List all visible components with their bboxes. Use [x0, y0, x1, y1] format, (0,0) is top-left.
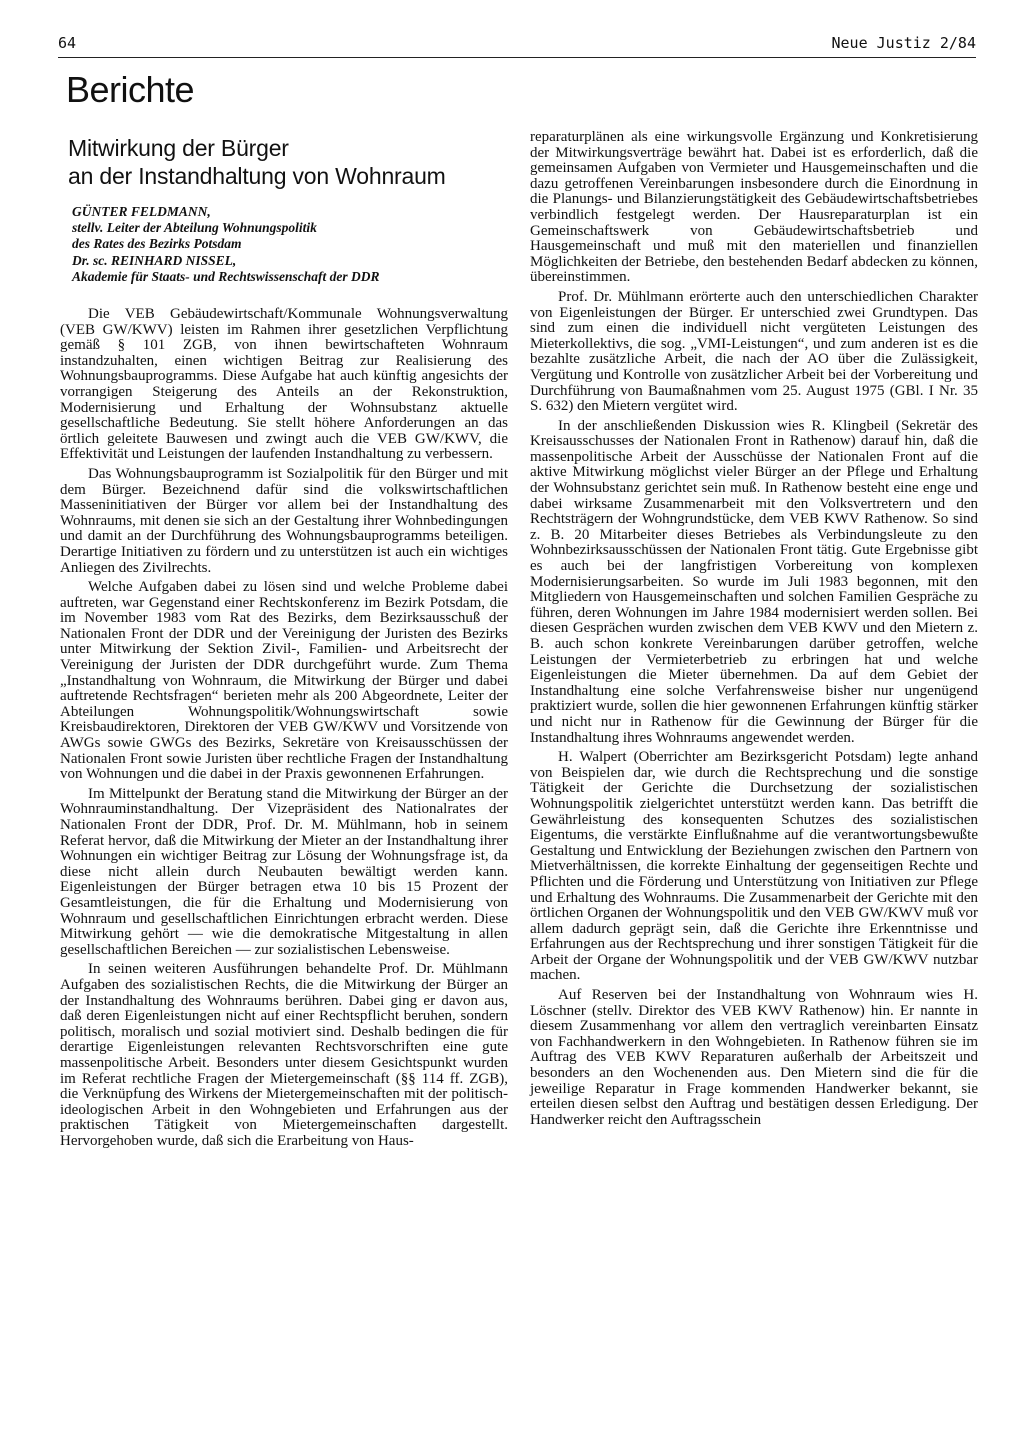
article-title-line: Mitwirkung der Bürger [68, 135, 289, 161]
author-line: Akademie für Staats- und Rechtswissenschaft der DDR [72, 268, 380, 284]
paragraph: Welche Aufgaben dabei zu lösen sind und welche Probleme dabei auftreten, war Gegenstand einer Rechtskonferenz im Bezirk Potsdam, die im November 1983 vom Rat des Bezirks, dem Bezirksausschuß der Nationalen Front der DDR und der Vereinigung der Juristen des Bezirks unter Mitwirkung der Sektion Zivil-, Familien- und Arbeitsrecht der Vereinigung der Juristen der DDR durchgeführt wurde. Zum Thema „Instandhaltung von Wohnraum, die Mitwirkung der Bürger und dabei auftretende Rechtsfragen“ berieten mehr als 200 Abgeordnete, Leiter der Abteilungen Wohnungspolitik/Wohnungswirtschaft sowie Kreisbaudirektoren, Direktoren der VEB GW/KWV und Vorsitzende von AWGs sowie GWGs des Bezirks, Sekretäre von Kreisausschüssen der Nationalen Front sowie Juristen über rechtliche Fragen der Instandhaltung von Wohnungen und die dabei in der Praxis gewonnenen Erfahrungen. [60, 579, 508, 783]
paragraph: Auf Reserven bei der Instandhaltung von Wohnraum wies H. Löschner (stellv. Direktor des VEB KWV Rathenow) hin. Er nannte in diesem Zusammenhang vor allem den vertraglich vereinbarten Einsatz von Fachhandwerkern in den Wohngebieten. In Rathenow führen sie im Auftrag des VEB KWV Reparaturen außerhalb der Arbeitszeit und besonders an den Wochenenden aus. Den Mietern sind die für die jeweilige Reparatur in Frage kommenden Handwerker bekannt, sie erteilen diesen selbst den Auftrag und bestätigen dessen Erledigung. Der Handwerker reicht den Auftragsschein [530, 987, 978, 1128]
right-column [530, 130, 978, 1410]
paragraph: Prof. Dr. Mühlmann erörterte auch den unterschiedlichen Charakter von Eigenleistungen der Bürger. Er unterschied zwei Grundtypen. Das sind zum einen die individuell nicht vergüteten Leistungen des Mieterkollektivs, die sog. „VMI-Leistungen“, und zum anderen ist es die bezahlte zusätzliche Arbeit, die nach der AO über die Zulässigkeit, Vergütung und Kontrolle von zusätzlicher Arbeit bei der Vorbereitung und Durchführung von Baumaßnahmen vom 25. August 1975 (GBl. I Nr. 35 S. 632) den Mietern vergütet wird. [530, 288, 978, 415]
paragraph-continued: reparaturplänen als eine wirkungsvolle Ergänzung und Konkretisierung der Mitwirkungsverträge bewährt hat. Dabei ist es erforderlich, daß die gemeinsamen Aufgaben von Vermieter und Hausgemeinschaften und die dazu getroffenen Vereinbarungen insbesondere durch die Einordnung in die Planungs- und Bilanzierungstätigkeit des Gebäudewirtschaftsbetriebes verbindlich festgelegt werden. Der Hausreparaturplan ist ein Gemeinschaftswerk von Gebäudewirtschaftsbetrieb und Hausgemeinschaft und muß mit den materiellen und finanziellen Möglichkeiten der Betriebe, den bestehenden Bedarf abdecken zu können, übereinstimmen. [530, 129, 978, 286]
article-title [68, 134, 508, 190]
left-column [60, 130, 508, 1410]
paragraph: In der anschließenden Diskussion wies R. Klingbeil (Sekretär des Kreisausschusses der Nationalen Front in Rathenow) darauf hin, daß die massenpolitische Arbeit der Ausschüsse der Nationalen Front auf die aktive Mitwirkung möglichst vieler Bürger an der Pflege und Erhaltung der Wohnsubstanz gerichtet sein muß. In Rathenow besteht eine enge und dabei wirksame Zusammenarbeit mit den Volksvertretern und den Rechtsträgern der Wohngrundstücke, dem VEB KWV Rathenow. So sind z. B. 20 Mitarbeiter dieses Betriebes als Verbindungsleute zu den Wohnbezirksausschüssen der Nationalen Front tätig. Gute Ergebnisse gibt es auch bei der langfristigen Vorbereitung von komplexen Modernisierungsarbeiten. So wurde im Juli 1983 begonnen, mit den Mitgliedern von Hausgemeinschaften und solchen Familien Gespräche zu führen, deren Wohnungen im Jahre 1984 modernisiert werden sollen. Bei diesen Gesprächen wurden zwischen dem VEB KWV und den Mietern z. B. auch schon konkrete Vereinbarungen darüber getroffen, welche Leistungen der Vermieterbetrieb zu erbringen hat und welche Eigenleistungen die Mieter übernehmen. Da auf dem Gebiet der Instandhaltung eine solche Verfahrensweise bisher nur ungenügend praktiziert wurde, sollen die hier gewonnenen Erfahrungen künftig stärker und nicht nur in Rathenow für die Gewinnung der Bürger für die Instandhaltung ihres Wohnraums angewendet werden. [530, 417, 978, 746]
header-rule [58, 57, 976, 58]
article-title-line: an der Instandhaltung von Wohnraum [68, 163, 446, 189]
author-line: GÜNTER FELDMANN, [72, 204, 211, 219]
author-line: des Rates des Bezirks Potsdam [72, 236, 242, 252]
paragraph: In seinen weiteren Ausführungen behandelte Prof. Dr. Mühlmann Aufgaben des sozialistischen Rechts, die die Mitwirkung der Bürger an der Instandhaltung des Wohnraums berühren. Dabei ging er davon aus, daß deren Eigenleistungen nicht auf einer Rechtspflicht beruhen, sondern politisch, moralisch und sozial motiviert sind. Deshalb bedingen die für derartige Eigenleistungen relevanten Rechtsvorschriften eine gute massenpolitische Arbeit. Besonders unter diesem Gesichtspunkt wurden im Referat rechtliche Fragen der Mietergemeinschaft (§§ 114 ff. ZGB), die Verknüpfung des Wirkens der Mietergemeinschaften mit der politisch-ideologischen Arbeit in den Wohngebieten und Erfahrungen aus der praktischen Tätigkeit von Mietergemeinschaften dargestellt. Hervorgehoben wurde, daß sich die Erarbeitung von Haus- [60, 961, 508, 1149]
paragraph: Das Wohnungsbauprogramm ist Sozialpolitik für den Bürger und mit dem Bürger. Bezeichnend dafür sind die volkswirtschaftlichen Masseninitiativen der Bürger vor allem bei der Instandhaltung des Wohnraums, mit denen sie sich an der Gestaltung ihrer Wohnbedingungen und damit an der Durchführung des Wohnungsbauprogramms beteiligen. Derartige Initiativen zu fördern und zu unterstützen ist auch ein wichtiges Anliegen des Zivilrechts. [60, 465, 508, 576]
author-line: stellv. Leiter der Abteilung Wohnungspolitik [72, 220, 317, 236]
paragraph: Im Mittelpunkt der Beratung stand die Mitwirkung der Bürger an der Wohnrauminstandhaltung. Der Vizepräsident des Nationalrates der Nationalen Front der DDR, Prof. Dr. M. Mühlmann, hob in seinem Referat hervor, daß die Mitwirkung der Mieter an der Instandhaltung ihrer Wohnungen ein wichtiger Beitrag zur Lösung der Wohnungsfrage ist, da diese nicht allein durch Neubauten bewältigt werden kann. Eigenleistungen der Bürger betragen etwa 10 bis 15 Prozent der Gesamtleistungen, die für die Erhaltung und Modernisierung von Wohnraum und gesellschaftlichen Einrichtungen erbracht werden. Diese Mitwirkung gehört — wie die demokratische Mitgestaltung in allen gesellschaftlichen Bereichen — zur sozialistischen Lebensweise. [60, 785, 508, 958]
running-header [58, 34, 976, 56]
section-title: Berichte [66, 69, 195, 110]
page-number: 64 [58, 34, 77, 52]
author-block [72, 204, 508, 285]
paragraph: Die VEB Gebäudewirtschaft/Kommunale Wohnungsverwaltung (VEB GW/KWV) leisten im Rahmen ihrer gesetzlichen Verpflichtung gemäß § 101 ZGB, von ihnen bewirtschafteten Wohnraum instandzuhalten, einen wichtigen Beitrag zur Realisierung des Wohnungsbauprogramms. Diese Aufgabe hat auch künftig angesichts der vorrangigen Steigerung des Anteils an der Rekonstruktion, Modernisierung und Erhaltung der Wohnsubstanz aktuelle gesellschaftliche Bedeutung. Sie stellt höhere Anforderungen an das örtlich geleitete Bauwesen und zwingt auch die VEB GW/KWV, die Effektivität und Leistungen der laufenden Instandhaltung zu verbessern. [60, 306, 508, 463]
author-line: Dr. sc. REINHARD NISSEL, [72, 252, 237, 268]
paragraph: H. Walpert (Oberrichter am Bezirksgericht Potsdam) legte anhand von Beispielen dar, wie durch die Rechtsprechung und die sonstige Tätigkeit der Gerichte die Durchsetzung der sozialistischen Wohnungspolitik zielgerichtet unterstützt werden kann. Das betrifft die Gewährleistung des konsequenten Schutzes des sozialistischen Eigentums, die verstärkte Einflußnahme auf die verantwortungsbewußte Gestaltung und Entwicklung der Beziehungen zwischen den Partnern von Mietverhältnissen, die korrekte Einhaltung der gegenseitigen Rechte und Pflichten und die Förderung und Unterstützung von Initiativen zur Pflege und Erhaltung des Wohnraums. Die Zusammenarbeit der Gerichte mit den örtlichen Organen der Wohnungspolitik und den VEB GW/KWV muß vor allem dadurch geprägt sein, daß die Gerichte ihre Erkenntnisse und Erfahrungen aus der Rechtsprechung und ihrer sonstigen Tätigkeit für die Arbeit der Organe der Wohnungspolitik und der VEB GW/KWV nutzbar machen. [530, 749, 978, 984]
journal-issue: Neue Justiz 2/84 [831, 34, 976, 52]
